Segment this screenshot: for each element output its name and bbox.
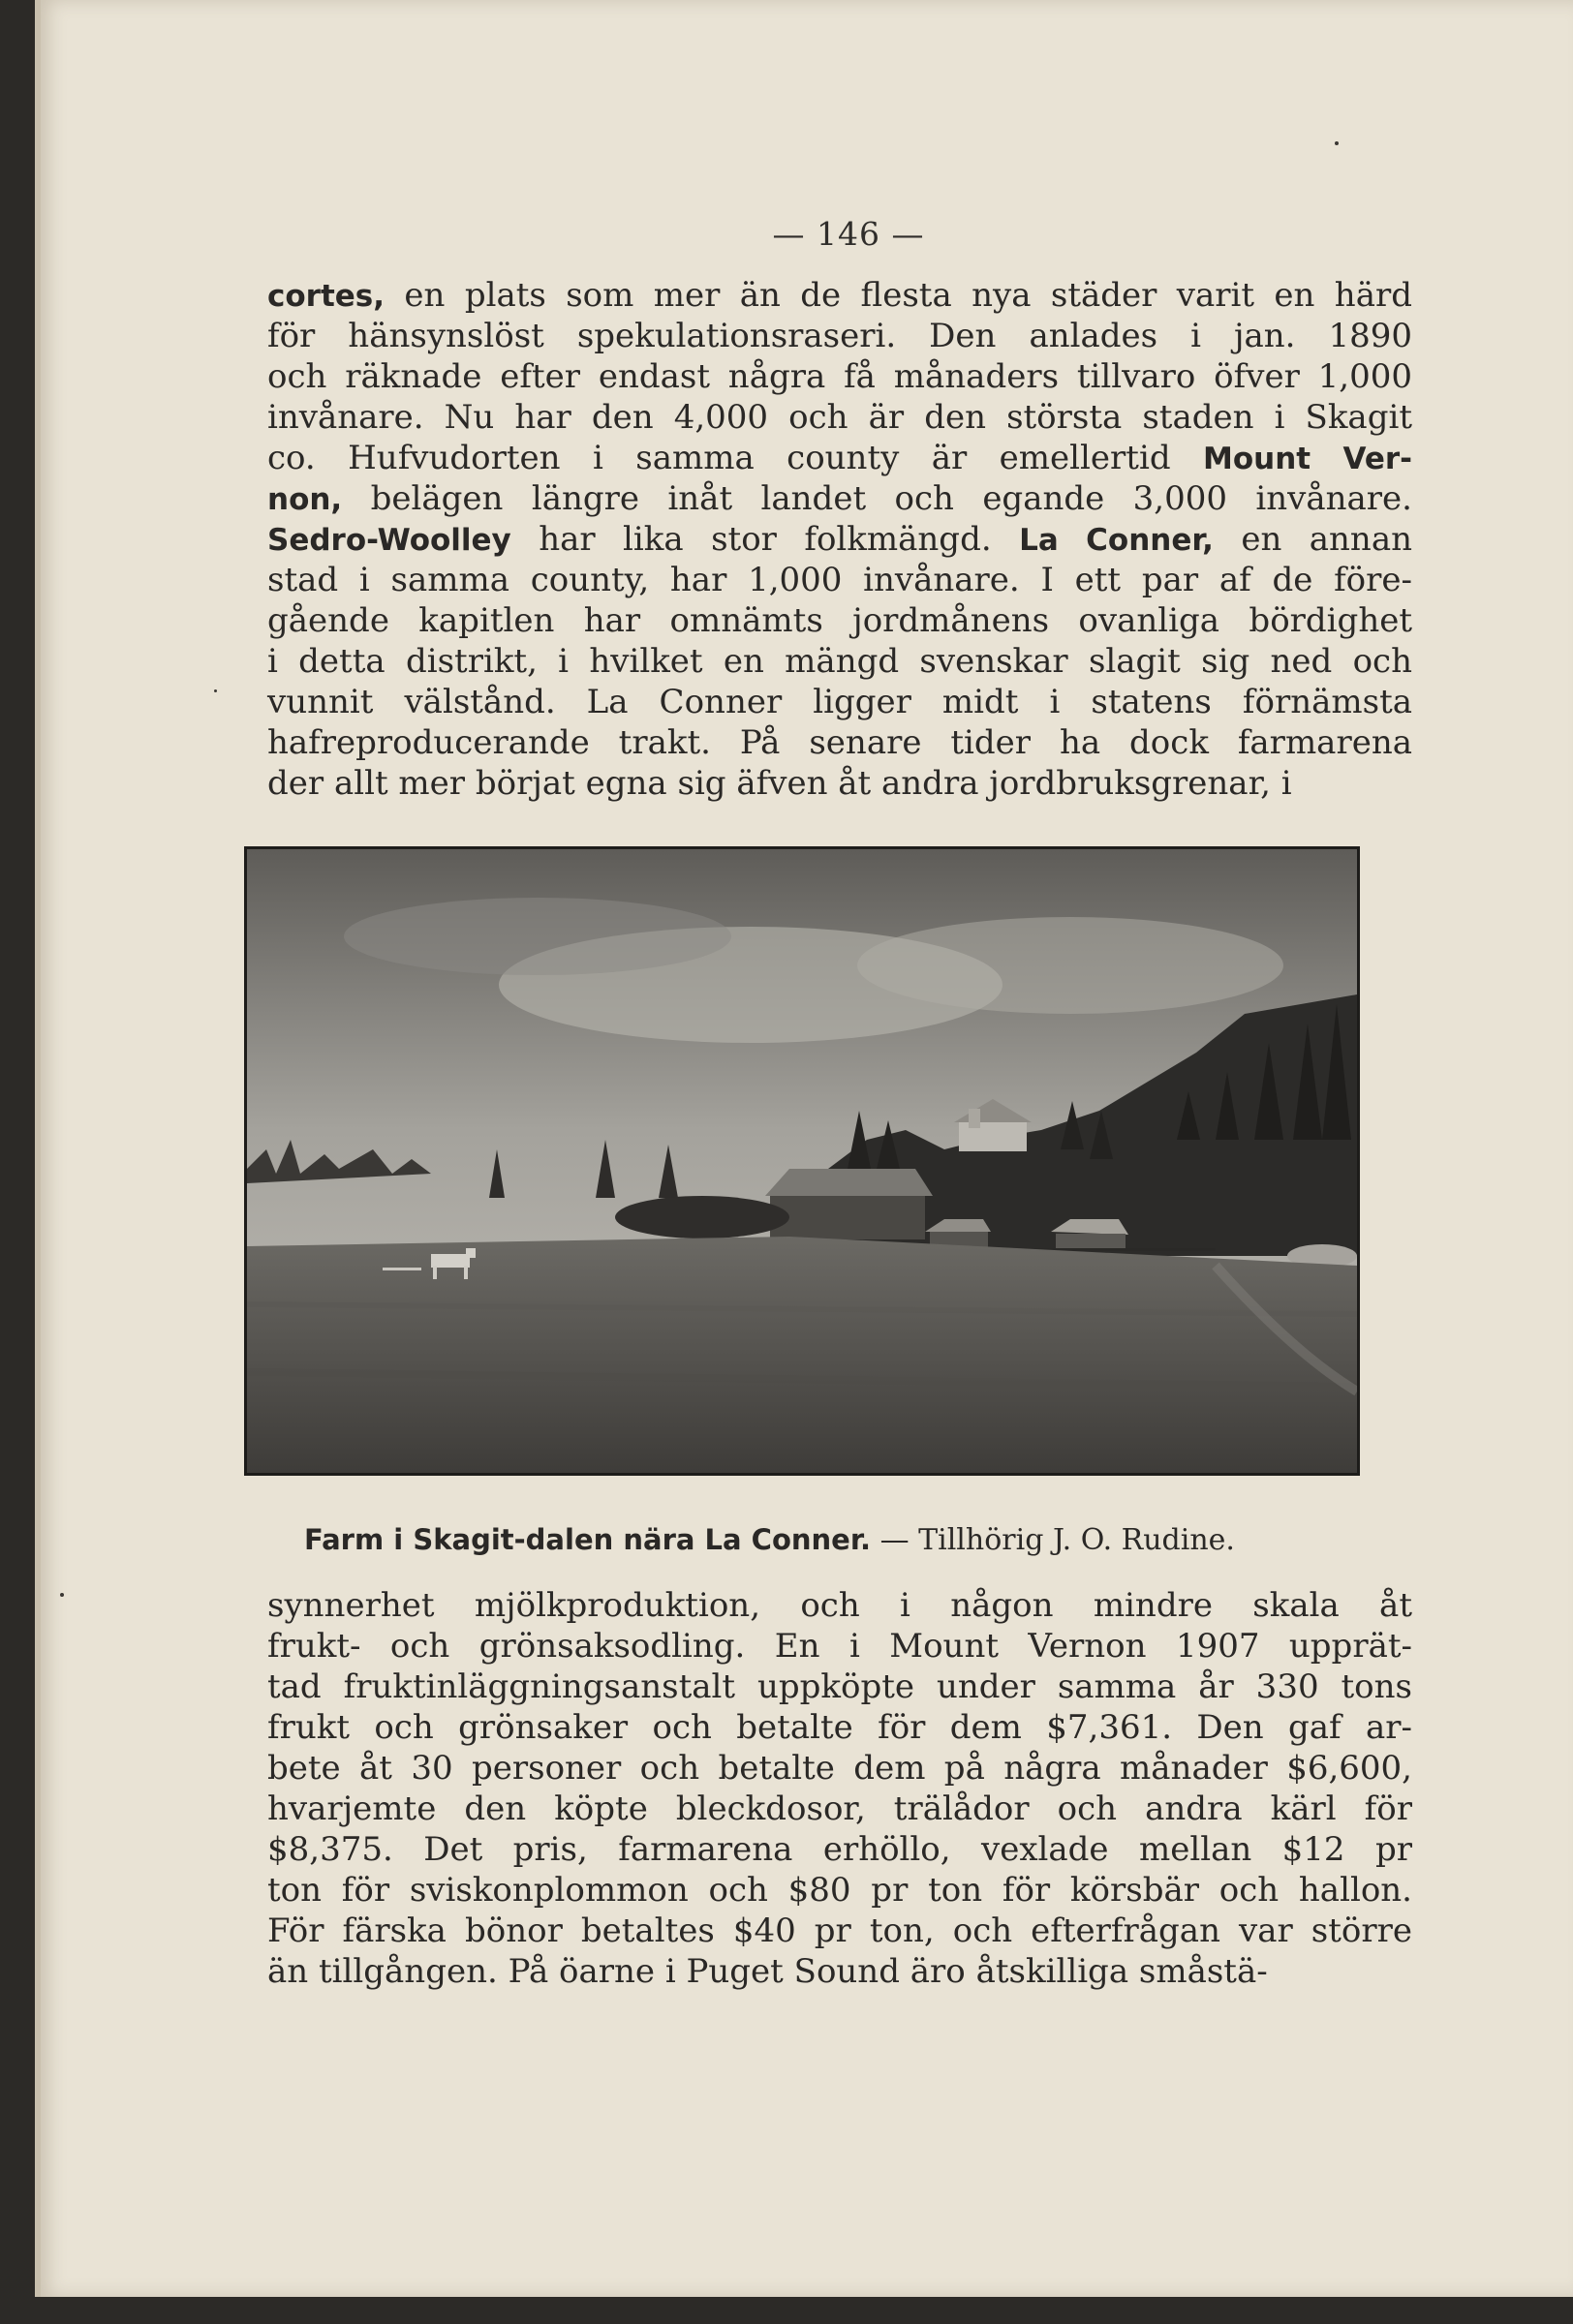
line-text: i detta distrikt, i hvilket en mängd svenskar slagit sig ned och: [267, 642, 1412, 681]
text-line: [267, 1951, 1412, 1992]
line-text: en plats som mer än de flesta nya städer varit en härd: [385, 276, 1412, 315]
paper-speck: [60, 1593, 64, 1597]
text-line: [267, 1829, 1412, 1870]
text-line: [267, 560, 1412, 600]
line-text: belägen längre inåt landet och egande 3,000 invånare.: [342, 479, 1412, 518]
top-paragraph: [267, 275, 1412, 804]
farm-photograph: [244, 846, 1360, 1476]
line-text: en annan: [1213, 520, 1412, 559]
page-number: — 146 —: [772, 215, 925, 253]
line-text: hvarjemte den köpte bleckdosor, trälådor och andra kärl för: [267, 1789, 1412, 1828]
line-text: hafreproducerande trakt. På senare tider ha dock farmarena: [267, 723, 1412, 762]
line-text: och räknade efter endast några få månaders tillvaro öfver 1,000: [267, 357, 1412, 396]
text-line: [267, 1707, 1412, 1748]
line-text: der allt mer börjat egna sig äfven åt andra jordbruksgrenar, i: [267, 764, 1292, 803]
text-line: [267, 1667, 1412, 1707]
text-line: [267, 438, 1412, 478]
line-text: co. Hufvudorten i samma county är emellertid: [267, 439, 1204, 477]
text-line: [267, 519, 1412, 560]
line-text: ton för sviskonplommon och $80 pr ton för körsbär och hallon.: [267, 1871, 1412, 1910]
photo-caption: [304, 1522, 1370, 1557]
text-line: [267, 478, 1412, 519]
paper-speck: [214, 689, 217, 692]
line-text: gående kapitlen har omnämts jordmånens ovanliga bördighet: [267, 601, 1412, 640]
bottom-paragraph: [267, 1585, 1412, 1992]
paper-speck: [1335, 141, 1339, 145]
bold-place-name: La Conner,: [1019, 523, 1214, 558]
line-text: frukt och grönsaker och betalte för dem $7,361. Den gaf ar-: [267, 1708, 1412, 1747]
line-text: frukt- och grönsaksodling. En i Mount Vernon 1907 upprät-: [267, 1627, 1412, 1666]
line-text: synnerhet mjölkproduktion, och i någon mindre skala åt: [267, 1586, 1412, 1625]
text-line: [267, 1911, 1412, 1951]
text-line: [267, 1870, 1412, 1911]
text-line: [267, 356, 1412, 397]
bold-place-name: Mount Ver-: [1203, 442, 1412, 476]
text-line: [267, 397, 1412, 438]
text-line: [267, 1789, 1412, 1829]
text-line: [267, 641, 1412, 682]
line-text: än tillgången. På öarne i Puget Sound äro åtskilliga småstä-: [267, 1952, 1268, 1991]
bold-place-name: non,: [267, 482, 343, 517]
line-text: vunnit välstånd. La Conner ligger midt i statens förnämsta: [267, 683, 1412, 721]
text-line: [267, 1585, 1412, 1626]
line-text: stad i samma county, har 1,000 invånare. I ett par af de före-: [267, 561, 1412, 599]
line-text: För färska bönor betaltes $40 pr ton, och efterfrågan var större: [267, 1911, 1412, 1950]
text-line: [267, 1748, 1412, 1789]
bold-place-name: cortes,: [267, 279, 386, 314]
text-line: [267, 600, 1412, 641]
text-line: [267, 682, 1412, 722]
book-page: [35, 0, 1573, 2297]
line-text: har lika stor folkmängd.: [510, 520, 1020, 559]
caption-credit: — Tillhörig J. O. Rudine.: [871, 1523, 1235, 1557]
line-text: invånare. Nu har den 4,000 och är den största staden i Skagit: [267, 398, 1412, 437]
line-text: tad fruktinläggningsanstalt uppköpte under samma år 330 tons: [267, 1667, 1412, 1706]
text-line: [267, 1626, 1412, 1667]
line-text: $8,375. Det pris, farmarena erhöllo, vexlade mellan $12 pr: [267, 1830, 1412, 1869]
caption-title: Farm i Skagit-dalen nära La Conner.: [304, 1523, 872, 1556]
farm-landscape-illustration: [247, 849, 1357, 1473]
line-text: bete åt 30 personer och betalte dem på några månader $6,600,: [267, 1749, 1412, 1788]
line-text: för hänsynslöst spekulationsraseri. Den anlades i jan. 1890: [267, 317, 1412, 355]
text-line: [267, 316, 1412, 356]
text-line: [267, 275, 1412, 316]
page-gutter-edge: [35, 0, 41, 2297]
bold-place-name: Sedro-Woolley: [267, 523, 511, 558]
text-line: [267, 763, 1412, 804]
text-line: [267, 722, 1412, 763]
